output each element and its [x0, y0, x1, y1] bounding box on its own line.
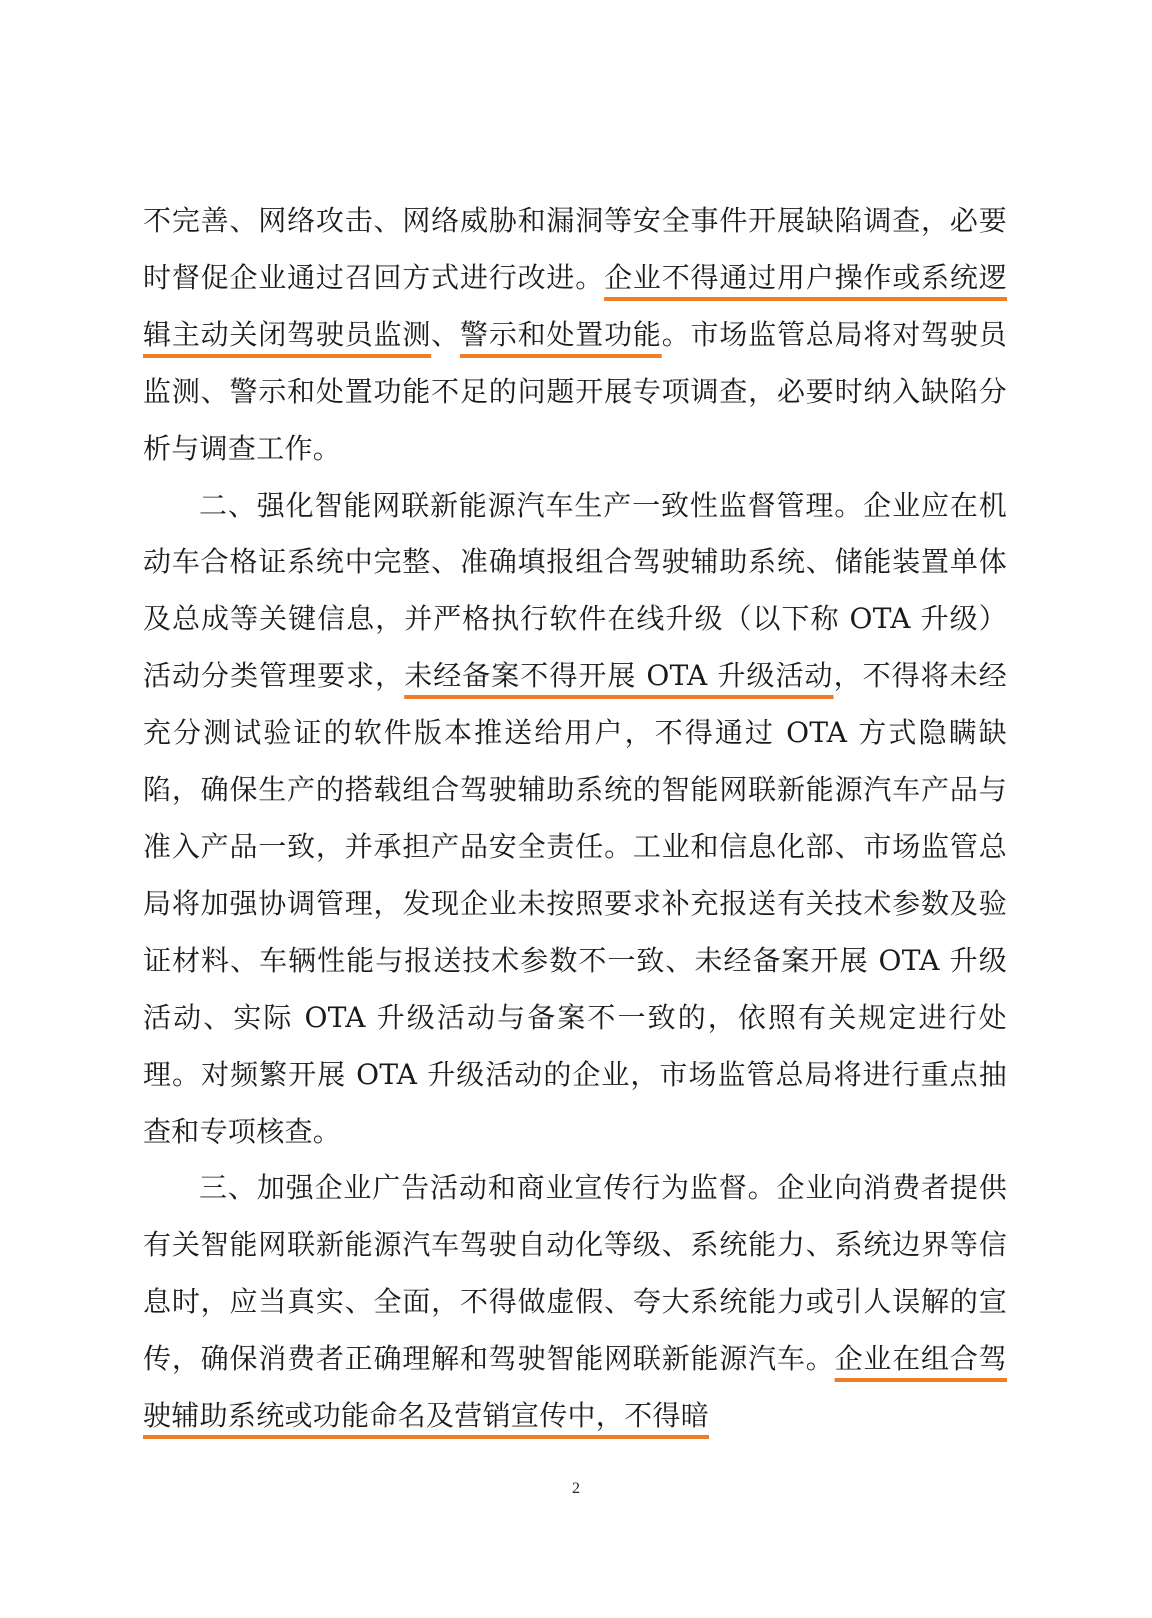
page-number: 2	[572, 1480, 580, 1497]
text-segment: ，不得将未经充分测试验证的软件版本推送给用户，不得通过 OTA 方式隐瞒缺陷，确保生产的搭载组合驾驶辅助系统的智能网联新能源汽车产品与准入产品一致，并承担产品安全责任。工业和信息化部、市场监管总局将加强协调管理，发现企业未按照要求补充报送有关技术参数及验证材料、车辆性能与报送技术参数不一致、未经备案开展 OTA 升级活动、实际 OTA 升级活动与备案不一致的，依照有关规定进行处理。对频繁开展 OTA 升级活动的企业，市场监管总局将进行重点抽查和专项核查。	[143, 659, 1007, 1148]
document-body	[143, 193, 1007, 1445]
text-segment: 不完善、网络攻击、网络威胁和漏洞等安全事件开展缺陷调查，必要时督促企业通过召回方式进行改进。	[143, 204, 1007, 294]
paragraph-3-section-heading	[143, 1160, 1007, 1445]
paragraph-1	[143, 193, 1007, 478]
highlighted-text: 企业在组合驾驶辅助系统或功能命名及营销宣传中，不得暗	[143, 1342, 1007, 1433]
text-segment: 三、加强企业广告活动和商业宣传行为监督。企业向消费者提供有关智能网联新能源汽车驾驶自动化等级、系统能力、系统边界等信息时，应当真实、全面，不得做虚假、夸大系统能力或引人误解的宣传，确保消费者正确理解和驾驶智能网联新能源汽车。	[143, 1171, 1007, 1376]
text-segment: 二、强化智能网联新能源汽车生产一致性监督管理。企业应在机动车合格证系统中完整、准确填报组合驾驶辅助系统、储能装置单体及总成等关键信息，并严格执行软件在线升级（以下称 OTA 升级）活动分类管理要求，	[143, 488, 1007, 693]
highlighted-text: 企业不得通过用户操作或系统逻辑主动关闭驾驶员监测	[143, 260, 1007, 351]
highlighted-text: 警示和处置功能	[460, 317, 662, 351]
highlighted-text: 未经备案不得开展 OTA 升级活动	[404, 659, 834, 693]
text-segment: 。市场监管总局将对驾驶员监测、警示和处置功能不足的问题开展专项调查，必要时纳入缺陷分析与调查工作。	[143, 317, 1007, 465]
text-segment: 、	[431, 317, 460, 351]
paragraph-2-section-heading	[143, 478, 1007, 1161]
